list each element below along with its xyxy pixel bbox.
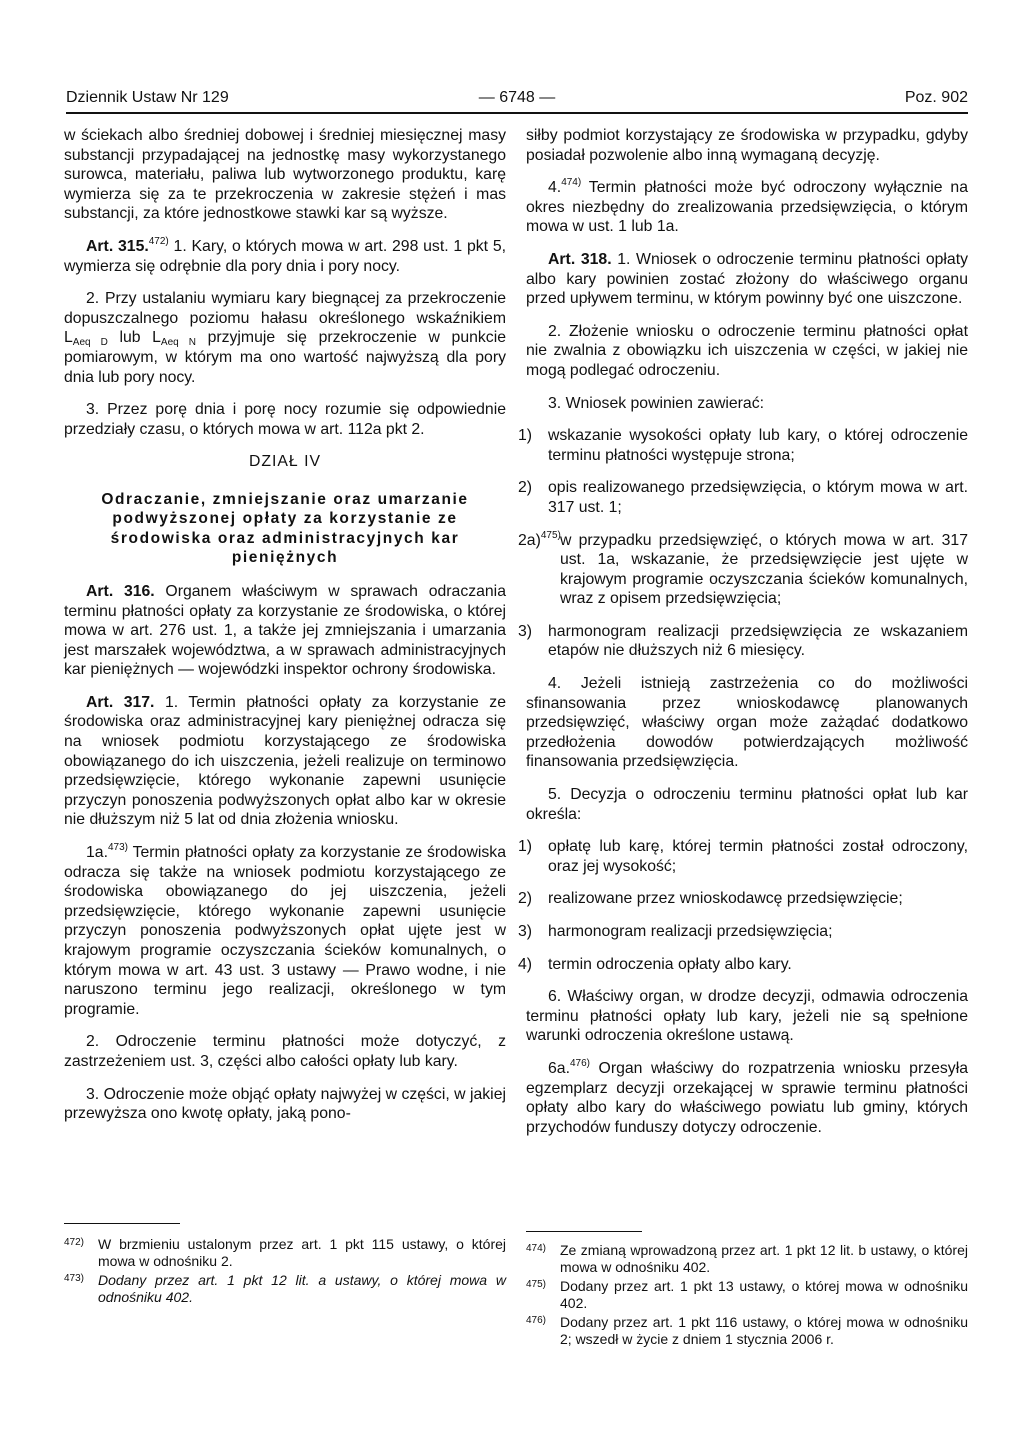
- footnote-text: W brzmieniu ustalonym przez art. 1 pkt 115 ustawy, o której mowa w odnośniku 2.: [98, 1236, 506, 1269]
- paragraph-text: przyjmuje się przekroczenie w punkcie pomiarowym, w którym ma ono wartość najwyższą dla pory dnia lub pory nocy.: [64, 329, 506, 386]
- list-number-label: 2a): [518, 531, 541, 549]
- list-text: harmonogram realizacji przedsięwzięcia ze wskazaniem etapów nie dłuższych niż 6 miesięcy.: [548, 622, 968, 660]
- list-text: opłatę lub karę, której termin płatności został odroczony, oraz jej wysokość;: [548, 838, 968, 875]
- list-number: [518, 531, 561, 551]
- list-text: opis realizowanego przedsięwzięcia, o którym mowa w art. 317 ust. 1;: [548, 479, 968, 516]
- art-318-par-2: 2. Złożenie wniosku o odroczenie terminu płatności opłat nie zwalnia z obowiązku ich uiszczenia w części, w jakiej nie mogą podlegać odroczeniu.: [526, 322, 968, 379]
- list-text: harmonogram realizacji przedsięwzięcia;: [548, 923, 833, 940]
- footnote-number: 472): [64, 1237, 85, 1248]
- article-label: Art. 318.: [548, 250, 612, 268]
- footnote-ref: 476): [569, 1057, 590, 1069]
- footnote: [526, 1278, 968, 1312]
- list-item: [518, 622, 968, 661]
- header-divider: [66, 112, 968, 114]
- list-number: 4): [518, 955, 533, 973]
- list-number: 2): [518, 479, 533, 497]
- art-315-par-3: 3. Przez porę dnia i porę nocy rozumie się odpowiednie przedziały czasu, o których mowa w art. 112a pkt 2.: [64, 401, 506, 438]
- footnote-text: Dodany przez art. 1 pkt 13 ustawy, o której mowa w odnośniku 402.: [560, 1278, 968, 1311]
- page-header: [66, 86, 968, 110]
- paragraph-text: Organ właściwy do rozpatrzenia wniosku przesyła egzemplarz decyzji orzekającej w sprawie terminu płatności opłaty albo kary do właściwego powiatu lub gminy, których przychodów funduszy dotyczy odroczenie.: [526, 1059, 968, 1136]
- position-number: Poz. 902: [904, 89, 968, 106]
- footnote-number: 474): [526, 1243, 547, 1254]
- list-item: [518, 426, 968, 465]
- footnote: [526, 1242, 968, 1276]
- footnote-text: Dodany przez art. 1 pkt 12 lit. a ustawy, o której mowa w odnośniku 402.: [98, 1272, 506, 1305]
- art-318-par-1: [526, 250, 968, 309]
- list-item: [518, 889, 968, 909]
- list-number: 2): [518, 890, 533, 908]
- art-318-par-4: 4. Jeżeli istnieją zastrzeżenia co do możliwości sfinansowania przez wnioskodawcę planowanych przedsięwzięć, właściwy organ może zażądać dodatkowo przedłożenia dowodów potwierdzających możliwość finansowania przedsięwzięcia.: [526, 675, 968, 771]
- paragraph-number: 1a.: [86, 844, 108, 862]
- subscript: Aeq N: [160, 337, 196, 349]
- list-text: wskazanie wysokości opłaty lub kary, o której odroczenie terminu płatności występuje strona;: [548, 427, 968, 464]
- art-317-par-4: [526, 178, 968, 237]
- paragraph-text: 1. Termin płatności opłaty za korzystanie ze środowiska oraz administracyjnej kary pieniężnej odracza się na wniosek podmiotu korzystającego ze środowiska obowiązanego do ich uiszczenia, jeżeli realizuje on terminowo przedsięwzięcie, którego wykonanie zapewni usunięcie przyczyn ponoszenia podwyższonych opłat albo kar w okresie nie dłuższym niż 5 lat od dnia złożenia wniosku.: [64, 693, 506, 829]
- article-label: Art. 317.: [86, 693, 155, 711]
- list-text: realizowane przez wnioskodawcę przedsięwzięcie;: [548, 890, 903, 908]
- footnote: [526, 1314, 968, 1348]
- list-number: 3): [518, 622, 533, 640]
- art-318-par-6a: [526, 1059, 968, 1137]
- section-heading: [64, 452, 506, 568]
- right-column: [518, 126, 968, 1150]
- footnote: [64, 1272, 506, 1306]
- art-315-par-1: [64, 237, 506, 276]
- list-number: 1): [518, 838, 533, 856]
- list-number: 1): [518, 427, 533, 445]
- footnote-ref: 475): [540, 529, 561, 541]
- section-number: DZIAŁ IV: [248, 453, 322, 471]
- footnote-ref: 473): [107, 842, 128, 854]
- art-316: [64, 582, 506, 680]
- paragraph-text: 1. Wniosek o odroczenie terminu płatności opłaty albo kary powinien zostać złożony do właściwego organu przed upływem terminu, w którym powinny być one uiszczone.: [526, 250, 968, 308]
- art-318-par-5: 5. Decyzja o odroczeniu terminu płatności opłat lub kar określa:: [526, 786, 968, 823]
- footnote-ref: 472): [148, 235, 169, 247]
- art-317-par-1a: [64, 843, 506, 1019]
- footnote-number: 473): [64, 1273, 85, 1284]
- list-item: [518, 837, 968, 876]
- art-318-par-6: 6. Właściwy organ, w drodze decyzji, odmawia odroczenia terminu płatności opłaty lub kary, jeżeli nie są spełnione warunki odroczenia określone ustawą.: [526, 988, 968, 1045]
- paragraph-number: 4.: [548, 179, 562, 197]
- footnote-number: 476): [526, 1315, 547, 1326]
- art-315-par-2: [64, 289, 506, 387]
- journal-title: Dziennik Ustaw Nr 129: [66, 89, 229, 106]
- list-item: [518, 922, 968, 942]
- art-317-par-2: 2. Odroczenie terminu płatności może dotyczyć, z zastrzeżeniem ust. 3, części albo całości opłaty lub kary.: [64, 1033, 506, 1070]
- footnote-number: 475): [526, 1279, 547, 1290]
- list-number: 3): [518, 923, 533, 940]
- art-317-par-3: 3. Odroczenie może objąć opłaty najwyżej w części, w jakiej przewyższa ono kwotę opłaty, jaką pono-: [64, 1085, 506, 1123]
- paragraph-text: Termin płatności opłaty za korzystanie ze środowiska odracza się także na wniosek podmiotu korzystającego ze środowiska obowiązanego do jej uiszczenia, jeżeli przedsięwzięcie, którego wykonanie zapewni usunięcie przyczyn ponoszenia podwyższonych opłat ujęte jest w krajowym programie oczyszczania ścieków komunalnych, o którym mowa w art. 43 ust. 3 ustawy — Prawo wodne, i nie naruszono terminu jego realizacji, określonego w tym programie.: [64, 844, 506, 1018]
- paragraph-continuation: siłby podmiot korzystający ze środowiska w przypadku, gdyby posiadał pozwolenie albo inną wymaganą decyzję.: [526, 127, 968, 164]
- left-column: [64, 126, 506, 1137]
- paragraph-text: 2. Przy ustalaniu wymiaru kary biegnącej za przekroczenie dopuszczalnego poziomu hałasu określonego wskaźnikiem L: [64, 290, 506, 347]
- footnote-text: Dodany przez art. 1 pkt 116 ustawy, o której mowa w odnośniku 2; wszedł w życie z dniem 1 stycznia 2006 r.: [560, 1314, 968, 1347]
- paragraph-text: 1. Kary, o których mowa w art. 298 ust. 1 pkt 5, wymierza się odrębnie dla pory dnia i pory nocy.: [64, 237, 506, 275]
- art-317-par-1: [64, 693, 506, 830]
- paragraph-text: lub L: [107, 329, 161, 347]
- subscript: Aeq D: [72, 337, 108, 349]
- paragraph-number: 6a.: [548, 1059, 570, 1077]
- section-title: Odraczanie, zmniejszanie oraz umarzanie podwyższonej opłaty za korzystanie ze środowiska oraz administracyjnych kar pieniężnych: [101, 490, 469, 567]
- list-item: [518, 478, 968, 517]
- paragraph-continuation: w ściekach albo średniej dobowej i średniej miesięcznej masy substancji przypadającej na jednostkę masy wykorzystanego surowca, materiału, paliwa lub wytworzonego produktu, karę wymierza się za te przekroczenia w zakresie stężeń i mas substancji, za które jednostkowe stawki kar są wyższe.: [64, 127, 506, 223]
- list-text: w przypadku przedsięwzięć, o których mowa w art. 317 ust. 1a, wskazanie, że przedsięwzięcie jest ujęte w krajowym programie oczyszczania ścieków komunalnych, wraz z opisem przedsięwzięcia;: [560, 531, 968, 608]
- list-item: [518, 529, 968, 609]
- art-318-par-3: 3. Wniosek powinien zawierać:: [548, 394, 764, 412]
- footnote-ref: 474): [561, 177, 582, 189]
- left-footnotes: [64, 1236, 506, 1308]
- footnote-divider: [64, 1223, 180, 1224]
- footnote-divider: [526, 1231, 642, 1232]
- footnote: [64, 1236, 506, 1270]
- page-number: — 6748 —: [478, 89, 556, 106]
- footnote-text: Ze zmianą wprowadzoną przez art. 1 pkt 12 lit. b ustawy, o której mowa w odnośniku 402.: [560, 1242, 968, 1275]
- list-text: termin odroczenia opłaty albo kary.: [548, 955, 792, 973]
- list-item: [518, 955, 968, 975]
- article-label: Art. 315.: [86, 237, 149, 255]
- right-footnotes: [526, 1242, 968, 1350]
- paragraph-text: Termin płatności może być odroczony wyłącznie na okres niezbędny do zrealizowania przedsięwzięcia, o którym mowa w ust. 1 lub 1a.: [526, 179, 968, 236]
- paragraph-text: Organem właściwym w sprawach odraczania terminu płatności opłaty za korzystanie ze środowiska, o której mowa w art. 276 ust. 1, a także jej zmniejszania i umarzania jest marszałek województwa, a w sprawach administracyjnych kar pieniężnych — wojewódzki inspektor ochrony środowiska.: [64, 582, 506, 679]
- article-label: Art. 316.: [86, 582, 155, 600]
